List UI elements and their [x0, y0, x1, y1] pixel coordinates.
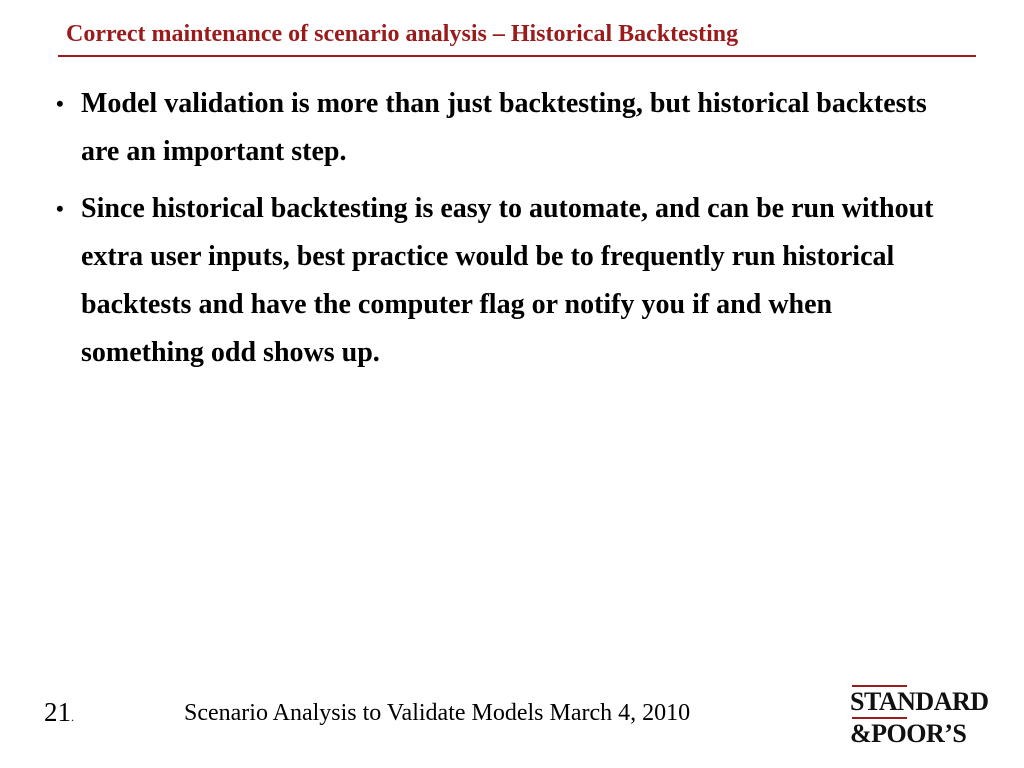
- bullet-item: [56, 185, 956, 377]
- bullet-item: [56, 80, 956, 176]
- logo-line-1: STANDARD: [850, 687, 989, 716]
- slide-title: Correct maintenance of scenario analysis – Historical Backtesting: [66, 21, 739, 47]
- bullet-text: Model validation is more than just backtesting, but historical backtests are an important step.: [81, 88, 927, 167]
- bullet-text: Since historical backtesting is easy to automate, and can be run without extra user inputs, best practice would be to frequently run historical backtests and have the computer flag or notify you if and when something odd shows up.: [81, 193, 934, 368]
- standard-and-poors-logo: [846, 682, 1006, 754]
- page-number-value: 21: [44, 697, 71, 727]
- bullet-list: [56, 80, 956, 386]
- bullet-marker: •: [56, 196, 64, 221]
- footer-text: Scenario Analysis to Validate Models March 4, 2010: [184, 700, 691, 726]
- page-number: [44, 697, 74, 728]
- logo-line-2: &POOR’S: [850, 719, 967, 748]
- bullet-marker: •: [56, 91, 64, 116]
- title-underline: [58, 55, 976, 57]
- page-number-suffix: .: [71, 710, 74, 724]
